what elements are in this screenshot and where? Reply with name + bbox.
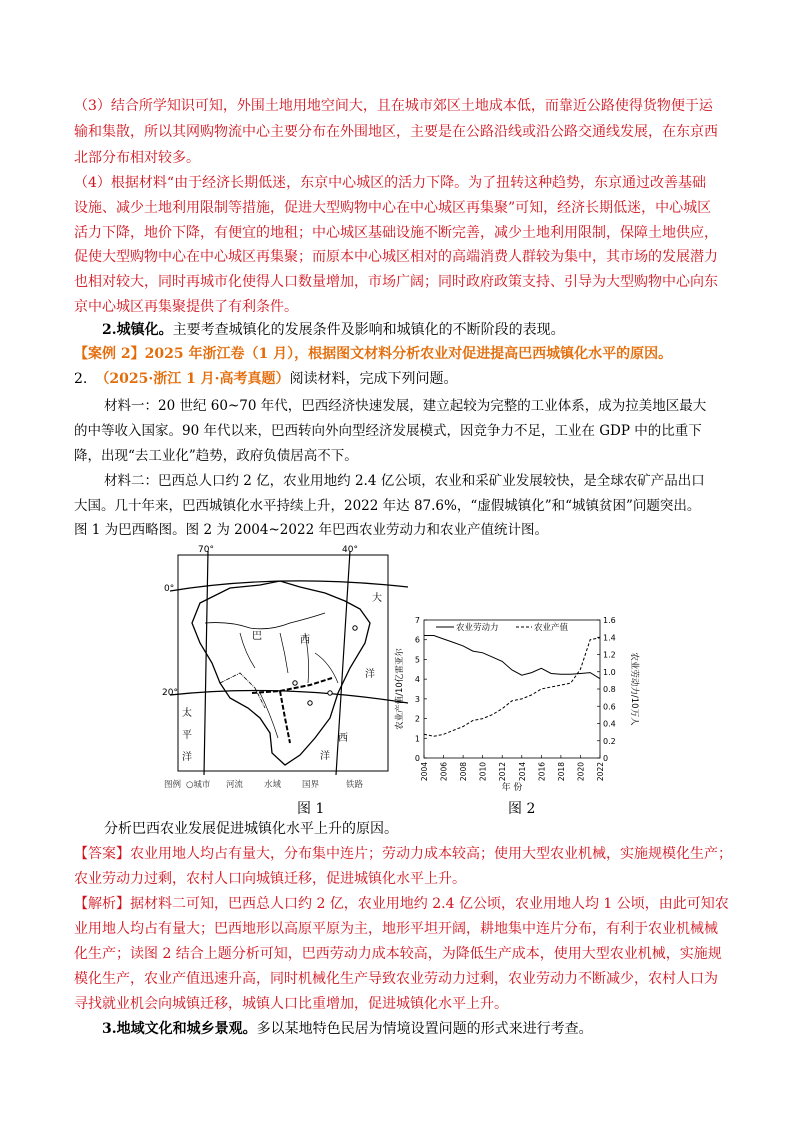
legend-labor-label: 农业劳动力 [456,623,499,633]
left-tick-label: 2 [414,714,420,724]
map-label-atlantic-2: 西 [338,733,348,744]
figure1-caption: 图 1 [297,801,325,817]
answer3-line-3: 北部分布相对较多。 [74,150,200,166]
lat-label-20: 20° [162,688,178,698]
right-axis-label: 农业劳动力/10万人 [629,652,639,726]
analysis-line-5: 寻找就业机会向城镇迁移，城镇人口比重增加，促进城镇化水平上升。 [74,996,508,1012]
answer4-line-2: 设施、减少土地利用限制等措施，促进大型购物中心在中心城区再集聚”可知，经济长期低迷，中心城区 [74,200,712,216]
figure2-caption: 图 2 [508,801,536,817]
answer3-line-2: 输和集散，所以其网购物流中心主要分布在外围地区，主要是在公路沿线或沿公路交通线发展，在东京西 [74,124,718,140]
answer4-line-3: 活力下降，地价下降，有便宜的地租；中心城区基础设施不断完善，减少土地利用限制，保障土地供应， [74,225,718,241]
answer4-line-6: 京中心城区再集聚提供了有利条件。 [74,299,298,315]
labor-series-line [424,636,600,679]
answer-line-1 [74,843,734,865]
left-tick-label: 0 [414,754,420,763]
x-tick-label: 2022 [596,762,605,782]
x-tick-label: 2016 [537,762,547,782]
map-label-atlantic-3: 洋 [320,751,330,762]
answer3-line-1: （3）结合所学知识可知，外围土地用地空间大，且在城市郊区土地成本低，而靠近公路使得货物便于运 [74,98,713,114]
legend-river: 河流 [226,780,244,790]
map-label-ba: 巴 [252,631,262,642]
map-label-pacific-2: 平 [182,730,192,741]
legend-city: ○城市 [186,780,211,790]
legend-border: 国界 [302,780,320,790]
answer4-line-5: 也相对较大，同时再城市化使得人口数量增加，市场广阔；同时政府政策支持、引导为大型购物中心向东 [74,274,718,290]
question-source: （2025·浙江 1 月·高考真题） [95,371,290,387]
map-frame [178,555,388,771]
city-marker [308,701,312,705]
answer4-line-1: （4）根据材料“由于经济长期低迷，东京中心城区的活力下降。为了扭转这种趋势，东京通过改善基础 [74,175,707,191]
analysis-line-4: 模化生产，农业产值迅速升高，同时机械化生产导致农业劳动力过剩，农业劳动力不断减少，农村人口为 [74,971,718,987]
output-series-line [424,638,600,737]
map-label-xi: 西 [300,635,310,646]
map-label-pacific-3: 洋 [182,752,192,763]
right-tick-label: 0.6 [603,702,616,712]
left-axis-label: 农业产值/10亿雷亚尔 [395,648,405,730]
x-tick-label: 2012 [498,762,508,782]
map-label-pacific-1: 太 [182,708,192,719]
lat-label-0: 0° [164,584,175,594]
x-tick-label: 2006 [439,762,449,782]
answer-label: 【答案】 [74,846,130,862]
right-tick-label: 0.2 [603,736,616,746]
analysis-line-1 [74,893,734,915]
section3-text: 多以某地特色民居为情境设置问题的形式来进行考查。 [256,1021,593,1037]
left-tick-label: 3 [414,694,420,704]
map-label-atlantic-1: 大 [372,593,382,604]
material2-line-1: 材料二：巴西总人口约 2 亿，农业用地约 2.4 亿公顷，农业和采矿业发展较快，是全球农矿产品出口 [104,473,705,489]
legend-railway: 铁路 [346,780,364,790]
analysis-line-3: 化生产；读图 2 结合上题分析可知，巴西劳动力成本较高，为降低生产成本，使用大型农业机械，实施规 [74,946,722,962]
agriculture-chart [392,608,642,793]
analysis-line-2: 业用地人均占有量大；巴西地形以高原平原为主，地形平坦开阔，耕地集中连片分布，有利于农业机械械 [74,921,718,937]
section2-paragraph [102,319,762,341]
right-tick-label: 0.8 [603,685,616,694]
x-tick-label: 2020 [576,762,586,782]
brazil-map-figure [160,543,410,793]
question2-header [74,368,734,390]
right-tick-label: 1.6 [603,616,616,625]
left-tick-label: 4 [414,675,420,685]
agriculture-chart-figure [392,608,642,793]
city-marker [328,691,332,695]
answer-line-2: 农业劳动力过剩，农村人口向城镇迁移，促进城镇化水平上升。 [74,871,466,887]
question-instruction: 阅读材料，完成下列问题。 [289,371,458,387]
map-legend-title: 图例 [164,780,182,790]
x-axis-label: 年 份 [501,783,523,793]
x-tick-label: 2014 [517,762,527,782]
x-tick-label: 2018 [556,762,566,782]
material1-line-3: 降，出现“去工业化”趋势，政府负债居高不下。 [74,448,358,464]
material2-line-3: 图 1 为巴西略图。图 2 为 2004~2022 年巴西农业劳动力和农业产值统计图。 [74,522,548,538]
lon-label-40: 40° [342,545,358,555]
section2-heading: 2.城镇化。 [102,322,173,338]
analysis-text-1: 据材料二可知，巴西总人口约 2 亿，农业用地约 2.4 亿公顷，农业用地人均 1 公顷，由此可知农 [130,896,729,912]
left-tick-label: 6 [414,635,420,645]
x-tick-label: 2010 [478,762,488,782]
section2-text: 主要考查城镇化的发展条件及影响和城镇化的不断阶段的表现。 [172,322,565,338]
answer-text-1: 农业用地人均占有量大，分布集中连片；劳动力成本较高；使用大型农业机械，实施规模化生产； [130,846,732,862]
question-text: 分析巴西农业发展促进城镇化水平上升的原因。 [104,821,398,837]
plot-frame [424,620,600,758]
left-tick-label: 7 [414,616,420,625]
left-tick-label: 1 [414,734,420,744]
section3-paragraph [102,1018,762,1040]
answer4-line-4: 促使大型购物中心在中心城区再集聚；而原本中心城区相对的高端消费人群较为集中，其市场的发展潜力 [74,249,718,265]
map-label-yang-1: 洋 [365,669,375,680]
material1-line-2: 的中等收入国家。90 年代以来，巴西转向外向型经济发展模式，因竞争力不足，工业在 GDP 中的比重下 [74,423,702,439]
question-number: 2. [74,371,88,387]
left-tick-label: 5 [414,655,420,665]
right-tick-label: 1.0 [603,667,616,677]
legend-output-label: 农业产值 [534,623,569,633]
city-marker [293,681,297,685]
material1-line-1: 材料一：20 世纪 60~70 年代，巴西经济快速发展，建立起较为完整的工业体系，成为拉美地区最大 [104,398,707,414]
right-tick-label: 0 [603,754,609,763]
section3-heading: 3.地域文化和城乡景观。 [102,1021,257,1037]
case2-heading: 【案例 2】2025 年浙江卷（1 月），根据图文材料分析农业对促进提高巴西城镇化水平的原因。 [74,346,673,362]
x-tick-label: 2008 [459,762,469,782]
right-tick-label: 1.4 [603,633,616,643]
x-tick-label: 2004 [420,762,429,782]
right-tick-label: 1.2 [603,650,616,660]
material2-line-2: 大国。几十年来，巴西城镇化水平持续上升，2022 年达 87.6%，“虚假城镇化”和“城镇贫困”问题突出。 [74,498,701,514]
right-tick-label: 0.4 [603,719,616,729]
city-marker [353,626,357,630]
lon-label-70: 70° [198,545,214,555]
analysis-label: 【解析】 [74,896,130,912]
legend-water: 水域 [264,780,282,790]
